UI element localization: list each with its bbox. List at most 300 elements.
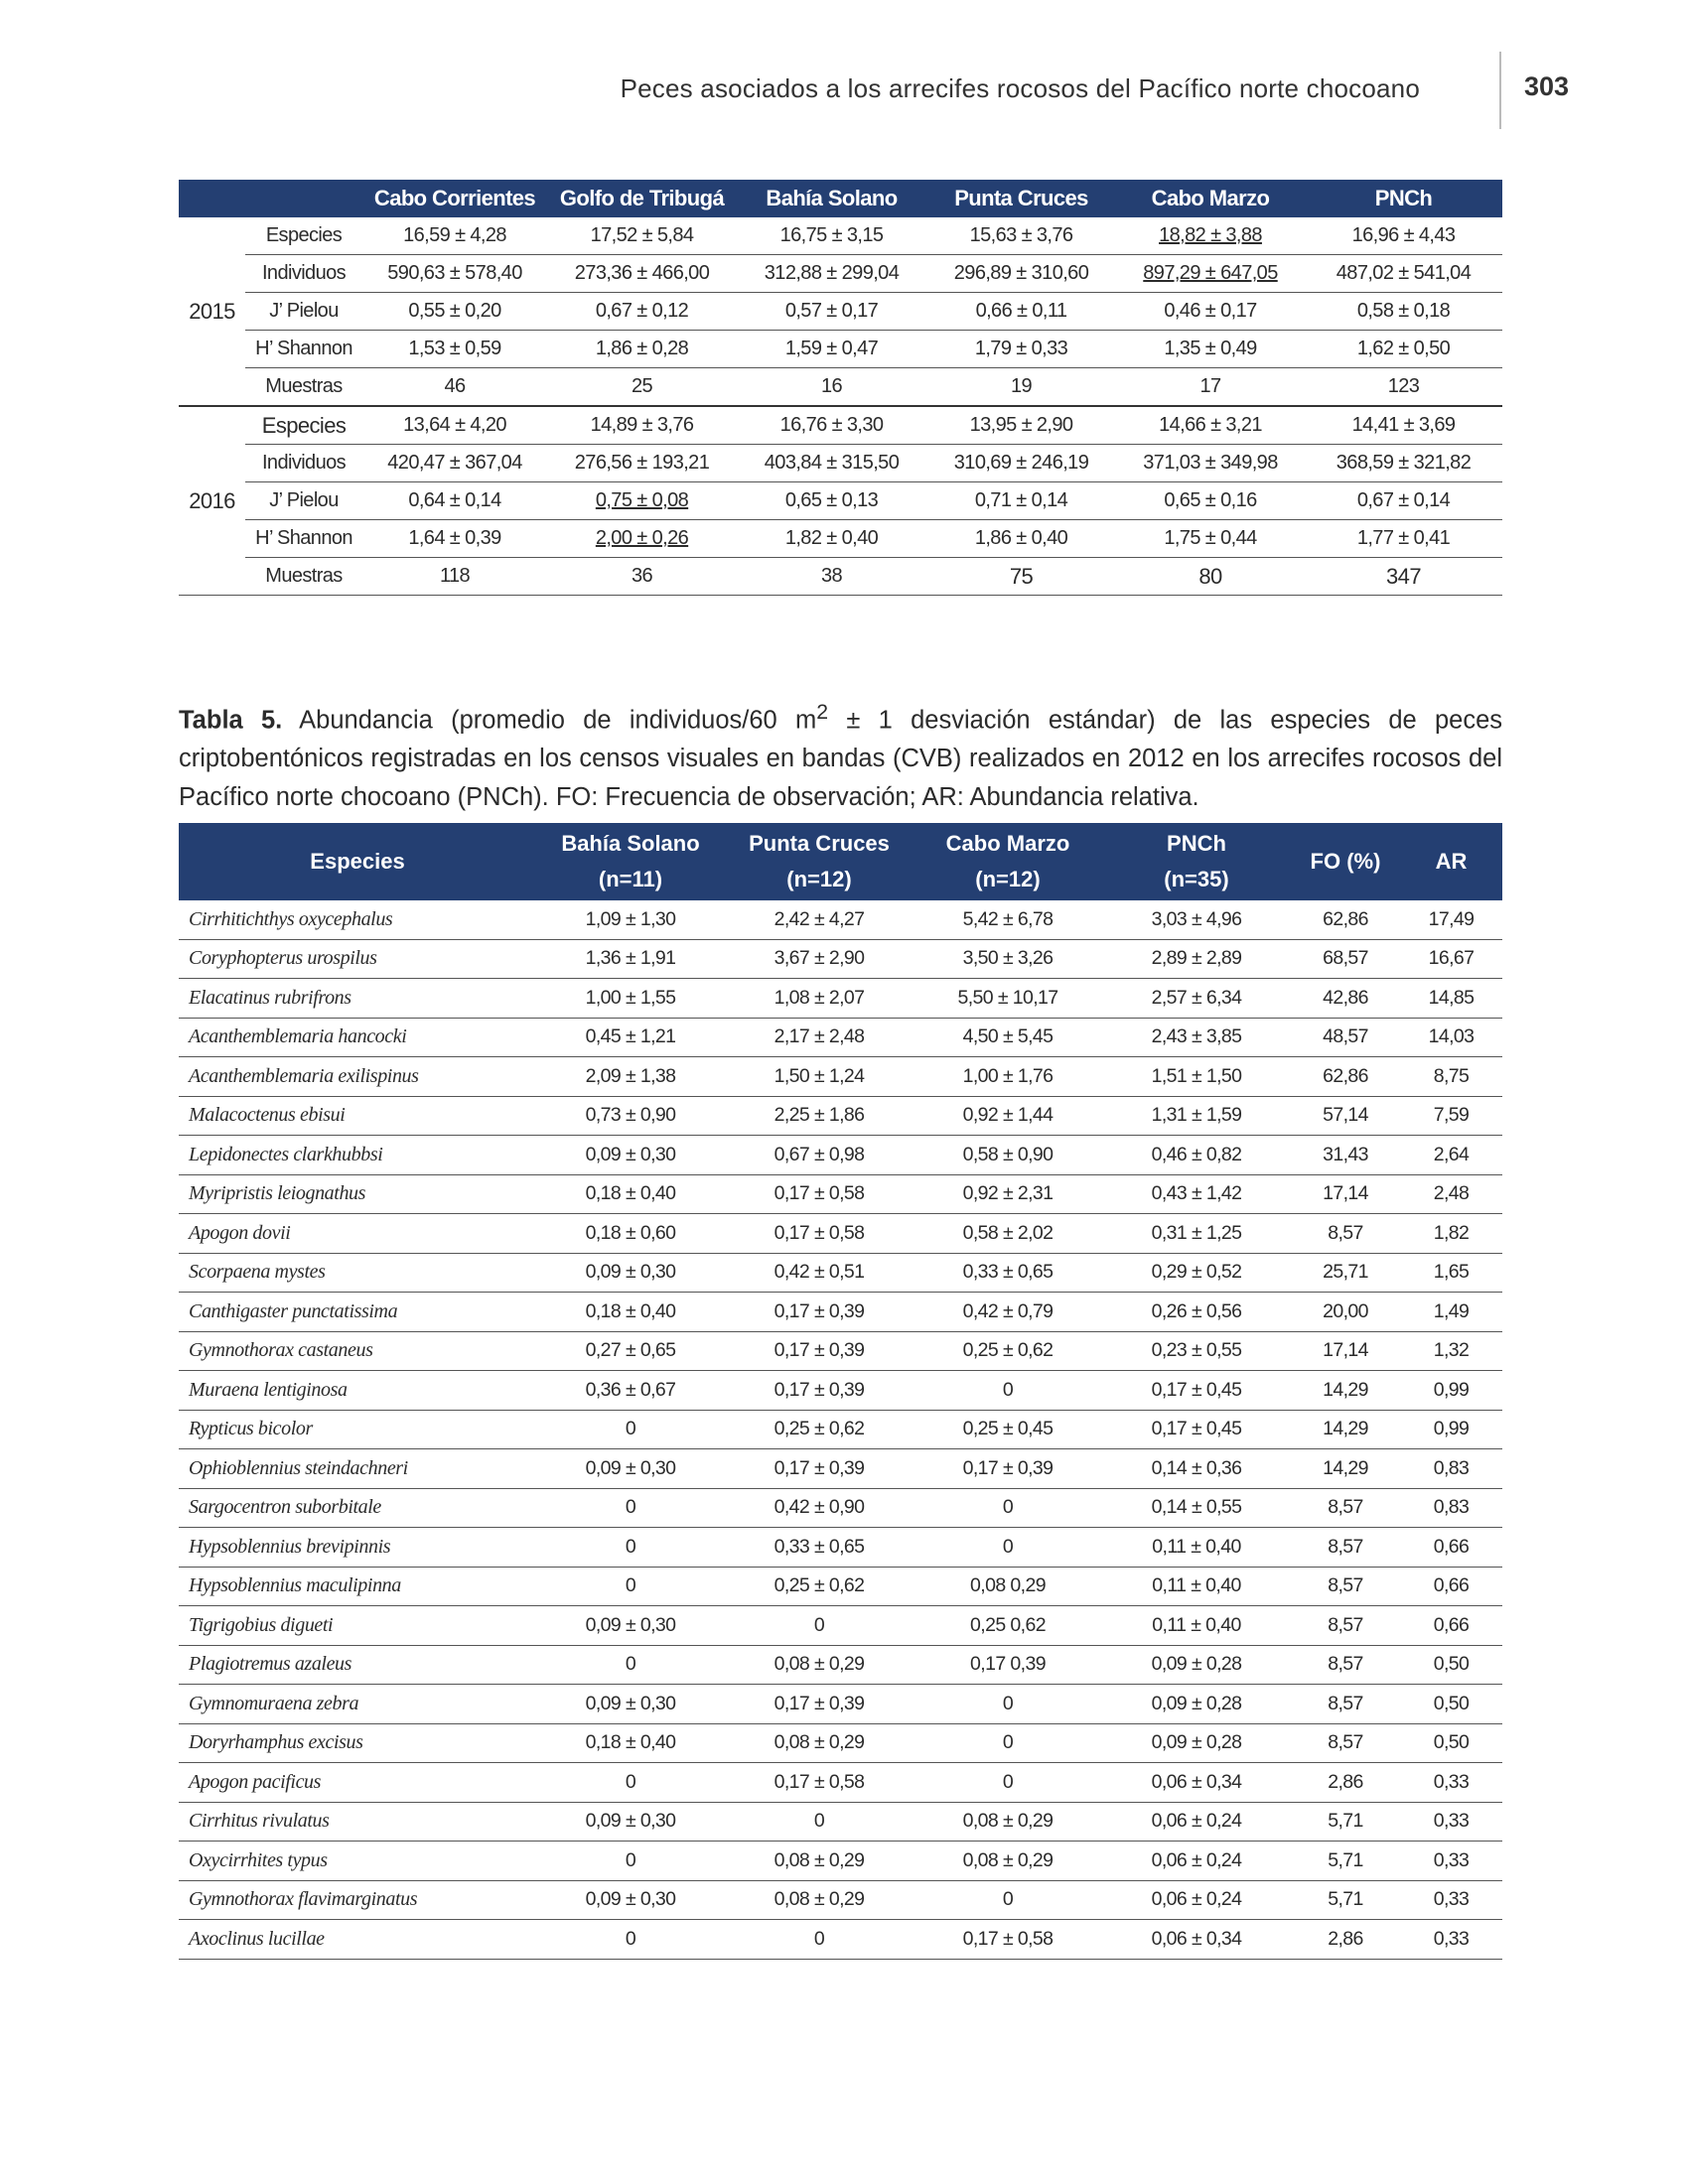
table-cell: 14,85 bbox=[1400, 979, 1502, 1019]
table-cell: 8,57 bbox=[1291, 1528, 1400, 1568]
table-row bbox=[179, 1488, 1502, 1528]
table-row bbox=[179, 1331, 1502, 1371]
table-cell: 0,11 ± 0,40 bbox=[1102, 1606, 1291, 1646]
table-row bbox=[179, 558, 1502, 596]
table-row bbox=[179, 1606, 1502, 1646]
table-cell: 0,09 ± 0,30 bbox=[536, 1685, 725, 1724]
species-name: Cirrhitus rivulatus bbox=[179, 1802, 536, 1842]
table-cell: 0,09 ± 0,30 bbox=[536, 1136, 725, 1175]
table-cell: 0,33 ± 0,65 bbox=[725, 1528, 914, 1568]
table-cell: 38 bbox=[737, 558, 926, 596]
table-row bbox=[179, 900, 1502, 939]
table-cell: 0,58 ± 0,18 bbox=[1305, 293, 1502, 331]
table-cell: 0,31 ± 1,25 bbox=[1102, 1214, 1291, 1254]
table-cell: 1,09 ± 1,30 bbox=[536, 900, 725, 939]
table-row bbox=[179, 1096, 1502, 1136]
caption-text: ± 1 desviación estándar) de las especies de peces criptobentónicos registradas en los censos visuales en bandas (CVB) realizados en 2012 en los arrecifes rocosos del Pacífico norte chocoano (PNCh). FO: Frecuencia de observación; AR: Abundancia relativa. bbox=[179, 706, 1503, 811]
table-cell: 0,42 ± 0,51 bbox=[725, 1253, 914, 1293]
table-cell bbox=[547, 482, 737, 520]
table-cell: 0 bbox=[914, 1723, 1102, 1763]
table-cell: 0 bbox=[536, 1528, 725, 1568]
table-row bbox=[179, 1018, 1502, 1057]
table-cell: 2,64 bbox=[1400, 1136, 1502, 1175]
header-cell: Bahía Solano bbox=[737, 180, 926, 217]
table-row bbox=[179, 1057, 1502, 1097]
table-cell: 0,33 bbox=[1400, 1920, 1502, 1960]
table-row bbox=[179, 1920, 1502, 1960]
table-cell: 0 bbox=[536, 1842, 725, 1881]
header-cell: FO (%) bbox=[1291, 823, 1400, 900]
table-cell: 0,18 ± 0,40 bbox=[536, 1723, 725, 1763]
table-cell: 0,67 ± 0,98 bbox=[725, 1136, 914, 1175]
table-cell: 1,00 ± 1,55 bbox=[536, 979, 725, 1019]
table-row bbox=[179, 331, 1502, 368]
table-cell: 0,33 bbox=[1400, 1880, 1502, 1920]
table-cell: 8,57 bbox=[1291, 1606, 1400, 1646]
species-name: Gymnomuraena zebra bbox=[179, 1685, 536, 1724]
table-cell: 0,09 ± 0,28 bbox=[1102, 1723, 1291, 1763]
table-cell: 0,67 ± 0,14 bbox=[1305, 482, 1502, 520]
table-row bbox=[179, 406, 1502, 445]
table-cell: 0,17 ± 0,58 bbox=[725, 1214, 914, 1254]
table-cell: 4,50 ± 5,45 bbox=[914, 1018, 1102, 1057]
table-cell: 118 bbox=[362, 558, 547, 596]
table-cell: 0,66 bbox=[1400, 1606, 1502, 1646]
species-name: Cirrhitichthys oxycephalus bbox=[179, 900, 536, 939]
header-line: (n=12) bbox=[786, 867, 852, 891]
table-cell: 0,29 ± 0,52 bbox=[1102, 1253, 1291, 1293]
table-cell: 7,59 bbox=[1400, 1096, 1502, 1136]
table-cell: 296,89 ± 310,60 bbox=[926, 255, 1116, 293]
table-cell: 0,17 ± 0,39 bbox=[725, 1449, 914, 1489]
table-cell: 0 bbox=[914, 1685, 1102, 1724]
table-cell: 0,06 ± 0,34 bbox=[1102, 1920, 1291, 1960]
table-cell: 1,62 ± 0,50 bbox=[1305, 331, 1502, 368]
species-name: Acanthemblemaria hancocki bbox=[179, 1018, 536, 1057]
table-row bbox=[179, 1293, 1502, 1332]
table-cell: 0,46 ± 0,82 bbox=[1102, 1136, 1291, 1175]
metric-label: Especies bbox=[245, 406, 362, 445]
page-number: 303 bbox=[1524, 71, 1570, 101]
table-cell: 1,32 bbox=[1400, 1331, 1502, 1371]
table-cell: 16,96 ± 4,43 bbox=[1305, 217, 1502, 255]
table-cell: 0,06 ± 0,24 bbox=[1102, 1842, 1291, 1881]
underlined-value: 897,29 ± 647,05 bbox=[1143, 262, 1278, 284]
species-name: Gymnothorax flavimarginatus bbox=[179, 1880, 536, 1920]
table-row bbox=[179, 1174, 1502, 1214]
table-cell: 3,67 ± 2,90 bbox=[725, 939, 914, 979]
table-row bbox=[179, 979, 1502, 1019]
table-cell: 0,26 ± 0,56 bbox=[1102, 1293, 1291, 1332]
header-cell bbox=[1102, 823, 1291, 900]
table-cell: 0 bbox=[536, 1410, 725, 1449]
table-cell: 0,18 ± 0,60 bbox=[536, 1214, 725, 1254]
table-cell: 273,36 ± 466,00 bbox=[547, 255, 737, 293]
table-cell: 2,86 bbox=[1291, 1920, 1400, 1960]
table-cell: 1,08 ± 2,07 bbox=[725, 979, 914, 1019]
table-cell: 14,41 ± 3,69 bbox=[1305, 406, 1502, 445]
table-cell: 2,89 ± 2,89 bbox=[1102, 939, 1291, 979]
species-name: Scorpaena mystes bbox=[179, 1253, 536, 1293]
table-cell: 0,06 ± 0,34 bbox=[1102, 1763, 1291, 1803]
table-cell: 31,43 bbox=[1291, 1136, 1400, 1175]
species-name: Acanthemblemaria exilispinus bbox=[179, 1057, 536, 1097]
species-name: Lepidonectes clarkhubbsi bbox=[179, 1136, 536, 1175]
year-cell: 2016 bbox=[179, 406, 245, 596]
table-cell: 48,57 bbox=[1291, 1018, 1400, 1057]
table-row bbox=[179, 293, 1502, 331]
table-cell: 0,17 0,39 bbox=[914, 1645, 1102, 1685]
species-name: Doryrhamphus excisus bbox=[179, 1723, 536, 1763]
table-cell: 14,29 bbox=[1291, 1449, 1400, 1489]
table-row bbox=[179, 1723, 1502, 1763]
species-name: Hypsoblennius maculipinna bbox=[179, 1567, 536, 1606]
table-cell: 0,50 bbox=[1400, 1685, 1502, 1724]
table-cell: 0,57 ± 0,17 bbox=[737, 293, 926, 331]
caption-superscript: 2 bbox=[816, 699, 829, 724]
table-cell: 0 bbox=[914, 1488, 1102, 1528]
table-cell: 0,25 ± 0,62 bbox=[914, 1331, 1102, 1371]
running-head: Peces asociados a los arrecifes rocosos del Pacífico norte chocoano bbox=[620, 73, 1420, 103]
table-cell: 5,50 ± 10,17 bbox=[914, 979, 1102, 1019]
table-cell: 0 bbox=[914, 1528, 1102, 1568]
table-cell: 1,35 ± 0,49 bbox=[1116, 331, 1305, 368]
header-cell: PNCh bbox=[1305, 180, 1502, 217]
metric-label: Individuos bbox=[245, 445, 362, 482]
species-name: Muraena lentiginosa bbox=[179, 1371, 536, 1411]
table-cell: 1,79 ± 0,33 bbox=[926, 331, 1116, 368]
table-cell: 0,25 ± 0,62 bbox=[725, 1410, 914, 1449]
header-cell: Especies bbox=[179, 823, 536, 900]
table-cell: 371,03 ± 349,98 bbox=[1116, 445, 1305, 482]
table-cell: 1,77 ± 0,41 bbox=[1305, 520, 1502, 558]
table-cell: 62,86 bbox=[1291, 900, 1400, 939]
table-cell: 0,65 ± 0,13 bbox=[737, 482, 926, 520]
table-cell bbox=[547, 520, 737, 558]
metric-label: Especies bbox=[245, 217, 362, 255]
table-header-row bbox=[179, 180, 1502, 217]
table-cell: 1,82 bbox=[1400, 1214, 1502, 1254]
table-cell: 403,84 ± 315,50 bbox=[737, 445, 926, 482]
table-cell: 312,88 ± 299,04 bbox=[737, 255, 926, 293]
table5-caption bbox=[179, 693, 1502, 818]
table-cell: 0,73 ± 0,90 bbox=[536, 1096, 725, 1136]
table-cell: 2,48 bbox=[1400, 1174, 1502, 1214]
table-row bbox=[179, 1880, 1502, 1920]
underlined-value: 18,82 ± 3,88 bbox=[1159, 224, 1262, 246]
diversity-table bbox=[179, 180, 1502, 596]
table-cell: 0,08 ± 0,29 bbox=[725, 1842, 914, 1881]
table-cell: 0,17 ± 0,39 bbox=[725, 1371, 914, 1411]
table-cell: 16,67 bbox=[1400, 939, 1502, 979]
species-name: Plagiotremus azaleus bbox=[179, 1645, 536, 1685]
header-divider bbox=[1499, 52, 1501, 129]
table-cell: 16,59 ± 4,28 bbox=[362, 217, 547, 255]
table-cell: 1,82 ± 0,40 bbox=[737, 520, 926, 558]
table-row bbox=[179, 217, 1502, 255]
table-cell: 0,06 ± 0,24 bbox=[1102, 1880, 1291, 1920]
table-cell: 0,92 ± 1,44 bbox=[914, 1096, 1102, 1136]
metric-label: Muestras bbox=[245, 368, 362, 407]
table-cell: 0,58 ± 0,90 bbox=[914, 1136, 1102, 1175]
table-cell: 0,14 ± 0,36 bbox=[1102, 1449, 1291, 1489]
table-cell: 2,57 ± 6,34 bbox=[1102, 979, 1291, 1019]
underlined-value: 0,75 ± 0,08 bbox=[595, 489, 689, 511]
table-header-row bbox=[179, 823, 1502, 900]
species-name: Ophioblennius steindachneri bbox=[179, 1449, 536, 1489]
table-cell: 36 bbox=[547, 558, 737, 596]
table-cell: 0,17 ± 0,45 bbox=[1102, 1371, 1291, 1411]
table-cell: 1,49 bbox=[1400, 1293, 1502, 1332]
table-cell: 75 bbox=[926, 558, 1116, 596]
table-cell: 0,92 ± 2,31 bbox=[914, 1174, 1102, 1214]
table-cell: 0,09 ± 0,28 bbox=[1102, 1645, 1291, 1685]
table-cell: 0,11 ± 0,40 bbox=[1102, 1528, 1291, 1568]
table-row bbox=[179, 368, 1502, 407]
header-cell: Punta Cruces bbox=[926, 180, 1116, 217]
table-cell: 14,03 bbox=[1400, 1018, 1502, 1057]
table-cell: 16 bbox=[737, 368, 926, 407]
table-row bbox=[179, 445, 1502, 482]
table-cell: 0 bbox=[536, 1645, 725, 1685]
table-cell: 1,51 ± 1,50 bbox=[1102, 1057, 1291, 1097]
header-cell: Cabo Corrientes bbox=[362, 180, 547, 217]
table-cell: 2,09 ± 1,38 bbox=[536, 1057, 725, 1097]
table-row bbox=[179, 1214, 1502, 1254]
table-row bbox=[179, 1567, 1502, 1606]
table-cell: 0,17 ± 0,58 bbox=[725, 1763, 914, 1803]
table-cell: 1,36 ± 1,91 bbox=[536, 939, 725, 979]
header-cell: Cabo Marzo bbox=[1116, 180, 1305, 217]
table-cell: 0,09 ± 0,30 bbox=[536, 1880, 725, 1920]
table-cell: 0,33 bbox=[1400, 1842, 1502, 1881]
header-line: Cabo Marzo bbox=[945, 831, 1070, 856]
metric-label: J’ Pielou bbox=[245, 482, 362, 520]
table-cell: 15,63 ± 3,76 bbox=[926, 217, 1116, 255]
table-cell: 0,17 ± 0,39 bbox=[725, 1331, 914, 1371]
table-cell: 0,08 ± 0,29 bbox=[725, 1645, 914, 1685]
table-cell: 8,57 bbox=[1291, 1645, 1400, 1685]
species-name: Elacatinus rubrifrons bbox=[179, 979, 536, 1019]
table-cell: 16,75 ± 3,15 bbox=[737, 217, 926, 255]
table-cell: 5,71 bbox=[1291, 1880, 1400, 1920]
metric-label: Individuos bbox=[245, 255, 362, 293]
table-cell: 0 bbox=[536, 1763, 725, 1803]
table-cell: 0,06 ± 0,24 bbox=[1102, 1802, 1291, 1842]
table-cell: 0,25 ± 0,62 bbox=[725, 1567, 914, 1606]
table-cell: 1,64 ± 0,39 bbox=[362, 520, 547, 558]
table-cell: 0,08 ± 0,29 bbox=[725, 1880, 914, 1920]
table-cell: 3,50 ± 3,26 bbox=[914, 939, 1102, 979]
table-cell: 46 bbox=[362, 368, 547, 407]
table-cell: 0,66 ± 0,11 bbox=[926, 293, 1116, 331]
table-cell: 80 bbox=[1116, 558, 1305, 596]
table-cell: 368,59 ± 321,82 bbox=[1305, 445, 1502, 482]
table-row bbox=[179, 1449, 1502, 1489]
table-cell: 0,08 ± 0,29 bbox=[914, 1802, 1102, 1842]
table-row bbox=[179, 1645, 1502, 1685]
header-line: (n=12) bbox=[975, 867, 1041, 891]
table-cell: 0,25 0,62 bbox=[914, 1606, 1102, 1646]
table-cell: 5,71 bbox=[1291, 1842, 1400, 1881]
table-row bbox=[179, 1371, 1502, 1411]
table-row bbox=[179, 1136, 1502, 1175]
table-cell: 8,57 bbox=[1291, 1488, 1400, 1528]
table-row bbox=[179, 1842, 1502, 1881]
metric-label: H’ Shannon bbox=[245, 331, 362, 368]
abundance-table bbox=[179, 823, 1502, 1960]
table-cell: 123 bbox=[1305, 368, 1502, 407]
table-cell: 13,95 ± 2,90 bbox=[926, 406, 1116, 445]
table-cell: 1,59 ± 0,47 bbox=[737, 331, 926, 368]
caption-text: Abundancia (promedio de individuos/60 m bbox=[282, 706, 817, 734]
table-cell: 0,46 ± 0,17 bbox=[1116, 293, 1305, 331]
table-cell: 0,17 ± 0,39 bbox=[725, 1293, 914, 1332]
table-cell: 2,25 ± 1,86 bbox=[725, 1096, 914, 1136]
species-name: Oxycirrhites typus bbox=[179, 1842, 536, 1881]
header-line: Punta Cruces bbox=[749, 831, 890, 856]
species-name: Axoclinus lucillae bbox=[179, 1920, 536, 1960]
species-name: Coryphopterus urospilus bbox=[179, 939, 536, 979]
table-cell: 8,57 bbox=[1291, 1685, 1400, 1724]
table-cell: 0 bbox=[725, 1802, 914, 1842]
table-cell: 2,86 bbox=[1291, 1763, 1400, 1803]
species-name: Sargocentron suborbitale bbox=[179, 1488, 536, 1528]
table-cell: 8,57 bbox=[1291, 1214, 1400, 1254]
species-name: Apogon pacificus bbox=[179, 1763, 536, 1803]
table-cell: 0 bbox=[536, 1567, 725, 1606]
table-cell: 0,09 ± 0,28 bbox=[1102, 1685, 1291, 1724]
header-cell bbox=[245, 180, 362, 217]
species-name: Myripristis leiognathus bbox=[179, 1174, 536, 1214]
table-cell: 8,75 bbox=[1400, 1057, 1502, 1097]
table-cell bbox=[1116, 255, 1305, 293]
table-cell: 0,11 ± 0,40 bbox=[1102, 1567, 1291, 1606]
table-cell: 68,57 bbox=[1291, 939, 1400, 979]
table-cell: 0,50 bbox=[1400, 1723, 1502, 1763]
table-cell: 1,31 ± 1,59 bbox=[1102, 1096, 1291, 1136]
table-cell: 0,09 ± 0,30 bbox=[536, 1802, 725, 1842]
table-cell: 0,58 ± 2,02 bbox=[914, 1214, 1102, 1254]
table-cell: 0 bbox=[914, 1763, 1102, 1803]
header-cell: AR bbox=[1400, 823, 1502, 900]
table-row bbox=[179, 1763, 1502, 1803]
species-name: Apogon dovii bbox=[179, 1214, 536, 1254]
table-cell: 62,86 bbox=[1291, 1057, 1400, 1097]
table-cell bbox=[1116, 217, 1305, 255]
table-row bbox=[179, 1685, 1502, 1724]
table-cell: 0,36 ± 0,67 bbox=[536, 1371, 725, 1411]
table-cell: 0,08 0,29 bbox=[914, 1567, 1102, 1606]
table-cell: 17,14 bbox=[1291, 1331, 1400, 1371]
table-cell: 0,83 bbox=[1400, 1449, 1502, 1489]
table-cell: 0,67 ± 0,12 bbox=[547, 293, 737, 331]
metric-label: J’ Pielou bbox=[245, 293, 362, 331]
header-cell bbox=[536, 823, 725, 900]
table-cell: 0,14 ± 0,55 bbox=[1102, 1488, 1291, 1528]
table-cell: 0 bbox=[914, 1880, 1102, 1920]
table-cell: 0,09 ± 0,30 bbox=[536, 1606, 725, 1646]
table-cell: 310,69 ± 246,19 bbox=[926, 445, 1116, 482]
table-cell: 0 bbox=[725, 1920, 914, 1960]
species-name: Tigrigobius digueti bbox=[179, 1606, 536, 1646]
table-cell: 25 bbox=[547, 368, 737, 407]
table-row bbox=[179, 255, 1502, 293]
table-cell: 0,66 bbox=[1400, 1567, 1502, 1606]
table-cell: 0,17 ± 0,58 bbox=[725, 1174, 914, 1214]
table-cell: 0 bbox=[914, 1371, 1102, 1411]
table-cell: 347 bbox=[1305, 558, 1502, 596]
table-cell: 8,57 bbox=[1291, 1567, 1400, 1606]
table-cell: 0,09 ± 0,30 bbox=[536, 1449, 725, 1489]
table-cell: 0,27 ± 0,65 bbox=[536, 1331, 725, 1371]
header-cell bbox=[914, 823, 1102, 900]
table-cell: 0,18 ± 0,40 bbox=[536, 1174, 725, 1214]
table-cell: 0,25 ± 0,45 bbox=[914, 1410, 1102, 1449]
table-cell: 42,86 bbox=[1291, 979, 1400, 1019]
table-cell: 1,53 ± 0,59 bbox=[362, 331, 547, 368]
table-cell: 0,17 ± 0,39 bbox=[725, 1685, 914, 1724]
table-cell: 0,33 ± 0,65 bbox=[914, 1253, 1102, 1293]
header-cell bbox=[179, 180, 245, 217]
table-cell: 0,50 bbox=[1400, 1645, 1502, 1685]
table-cell: 0 bbox=[536, 1920, 725, 1960]
table-cell: 0 bbox=[536, 1488, 725, 1528]
table-row bbox=[179, 1802, 1502, 1842]
table-cell: 0,08 ± 0,29 bbox=[725, 1723, 914, 1763]
header-line: (n=35) bbox=[1164, 867, 1229, 891]
abundance-table-body bbox=[179, 900, 1502, 1959]
species-name: Rypticus bicolor bbox=[179, 1410, 536, 1449]
table-cell: 17,52 ± 5,84 bbox=[547, 217, 737, 255]
table-cell: 276,56 ± 193,21 bbox=[547, 445, 737, 482]
table-cell: 0,08 ± 0,29 bbox=[914, 1842, 1102, 1881]
caption-label: Tabla 5. bbox=[179, 706, 283, 734]
table-cell: 0,45 ± 1,21 bbox=[536, 1018, 725, 1057]
table-row bbox=[179, 939, 1502, 979]
table-cell: 0,99 bbox=[1400, 1371, 1502, 1411]
species-name: Hypsoblennius brevipinnis bbox=[179, 1528, 536, 1568]
table-cell: 0,09 ± 0,30 bbox=[536, 1253, 725, 1293]
table-cell: 1,50 ± 1,24 bbox=[725, 1057, 914, 1097]
table-cell: 0,71 ± 0,14 bbox=[926, 482, 1116, 520]
table-row bbox=[179, 482, 1502, 520]
table-cell: 0,43 ± 1,42 bbox=[1102, 1174, 1291, 1214]
species-name: Gymnothorax castaneus bbox=[179, 1331, 536, 1371]
table-cell: 14,89 ± 3,76 bbox=[547, 406, 737, 445]
table-row bbox=[179, 1410, 1502, 1449]
table-cell: 25,71 bbox=[1291, 1253, 1400, 1293]
table-cell: 19 bbox=[926, 368, 1116, 407]
header-line: Bahía Solano bbox=[561, 831, 700, 856]
table-cell: 420,47 ± 367,04 bbox=[362, 445, 547, 482]
table-cell: 0,17 ± 0,58 bbox=[914, 1920, 1102, 1960]
table-cell: 0,64 ± 0,14 bbox=[362, 482, 547, 520]
header-cell bbox=[725, 823, 914, 900]
metric-label: H’ Shannon bbox=[245, 520, 362, 558]
table-cell: 0,65 ± 0,16 bbox=[1116, 482, 1305, 520]
table-row bbox=[179, 520, 1502, 558]
table-cell: 0,33 bbox=[1400, 1763, 1502, 1803]
table-cell: 0,42 ± 0,79 bbox=[914, 1293, 1102, 1332]
table-cell: 17,49 bbox=[1400, 900, 1502, 939]
species-name: Malacoctenus ebisui bbox=[179, 1096, 536, 1136]
table-cell: 0,42 ± 0,90 bbox=[725, 1488, 914, 1528]
table-cell: 0,23 ± 0,55 bbox=[1102, 1331, 1291, 1371]
underlined-value: 2,00 ± 0,26 bbox=[595, 527, 689, 549]
table-cell: 590,63 ± 578,40 bbox=[362, 255, 547, 293]
table-cell: 13,64 ± 4,20 bbox=[362, 406, 547, 445]
